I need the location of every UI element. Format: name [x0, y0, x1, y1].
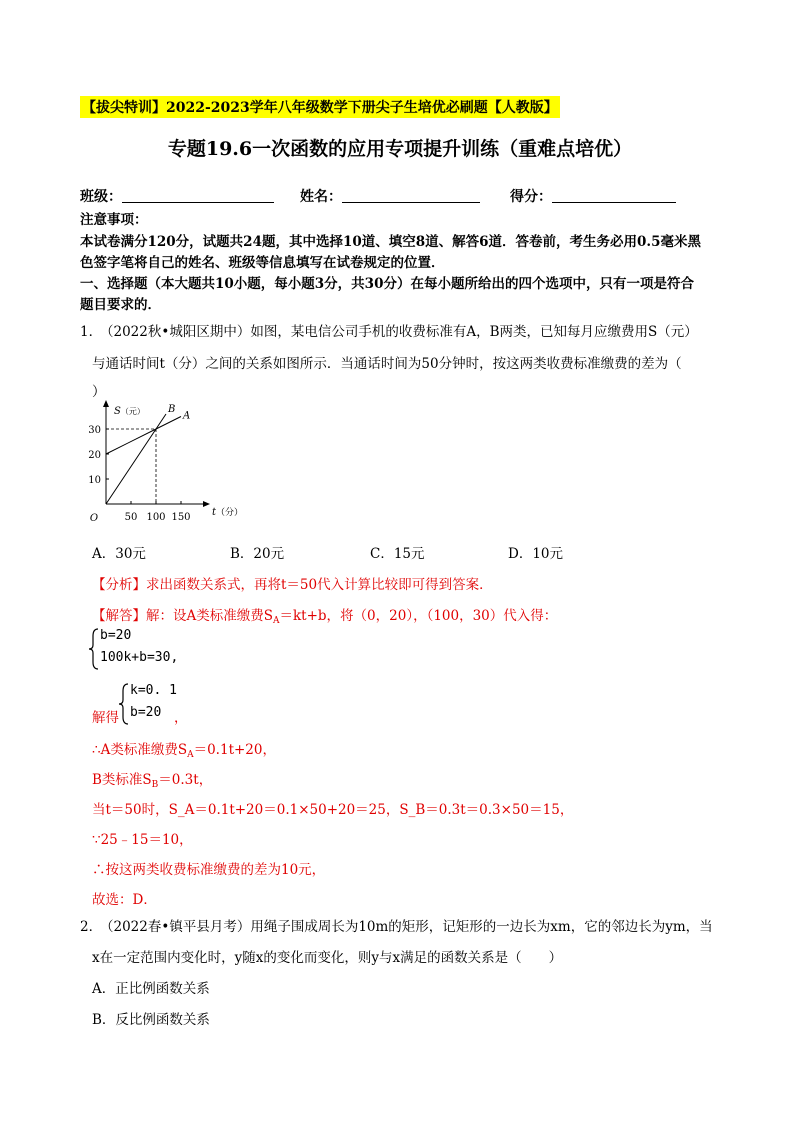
- q1-solve-label: 解得: [92, 710, 119, 726]
- name-label: 姓名：: [300, 189, 342, 205]
- notes-line1: 本试卷满分120分，试题共24题，其中选择10道、填空8道、解答6道．答卷前，考生务必用0.5毫米黑: [80, 234, 702, 250]
- q1-graph: [86, 398, 246, 526]
- x-tick-label: 100: [146, 512, 166, 523]
- q1-option-c[interactable]: C．15元: [370, 546, 425, 562]
- q2-option-a[interactable]: A．正比例函数关系: [92, 981, 210, 997]
- page-title: 专题19.6一次函数的应用专项提升训练（重难点培优）: [167, 138, 633, 160]
- series-label-a: A: [183, 410, 191, 422]
- q1-option-a[interactable]: A．30元: [92, 546, 146, 562]
- q1-analysis: 【分析】求出函数关系式，再将t＝50代入计算比较即可得到答案．: [92, 577, 493, 593]
- class-blank[interactable]: [122, 188, 274, 203]
- q1-line-b: B类标准$S_B=0.3t$，: [92, 772, 213, 790]
- score-field: [510, 186, 676, 206]
- score-blank[interactable]: [552, 188, 676, 203]
- banner: 【拔尖特训】2022-2023学年八年级数学下册尖子生培优必刷题【人教版】: [80, 96, 560, 118]
- class-field: [80, 186, 274, 206]
- q1-answer: 故选：D．: [92, 892, 157, 908]
- system1-eq2: 100k+b=30,: [100, 650, 179, 665]
- series-line-b: [106, 414, 166, 504]
- q1-line1: （2022秋•城阳区期中）如图，某电信公司手机的收费标准有A，B两类，已知每月应缴费用S（元）: [100, 324, 698, 340]
- section1-line1: 一、选择题（本大题共10小题，每小题3分，共30分）在每小题所给出的四个选项中，只有一项是符合: [80, 276, 694, 292]
- class-label: 班级：: [80, 189, 122, 205]
- system2-eq1: k=0. 1: [130, 683, 177, 698]
- system2-brace: [118, 683, 130, 725]
- q1-line-calc: 当t＝50时，S_A＝0.1t+20＝0.1×50+20＝25，S_B＝0.3t＝0.3×50＝15，: [92, 802, 574, 818]
- q1-line-because: ∵25﹣15＝10，: [92, 832, 193, 848]
- q2-line1: （2022春•镇平县月考）用绳子围成周长为10m的矩形，记矩形的一边长为xm，它的邻边长为ym，当: [100, 919, 713, 935]
- x-axis-arrow: [203, 501, 210, 507]
- y-tick-label: 10: [88, 475, 101, 486]
- series-label-b: B: [168, 404, 176, 415]
- notes-heading: 注意事项：: [80, 212, 148, 228]
- q1-option-b[interactable]: B．20元: [230, 546, 285, 562]
- section1-line2: 题目要求的．: [80, 297, 161, 313]
- x-axis-label: t（分）: [212, 507, 244, 518]
- y-tick-label: 20: [88, 450, 101, 461]
- q1-line3: ）: [92, 384, 106, 400]
- system2-eq2: b=20: [130, 705, 162, 720]
- x-tick-label: 50: [124, 512, 138, 523]
- q2-line2: x在一定范围内变化时，y随x的变化而变化，则y与x满足的函数关系是（ ）: [92, 950, 563, 966]
- y-axis-arrow: [103, 400, 109, 407]
- name-blank[interactable]: [342, 188, 480, 203]
- q1-line-therefore: ∴按这两类收费标准缴费的差为10元，: [92, 862, 326, 878]
- x-tick-label: 150: [171, 512, 191, 523]
- y-axis-label: S（元）: [114, 406, 145, 417]
- name-field: [300, 186, 480, 206]
- q1-line2: 与通话时间t（分）之间的关系如图所示．当通话时间为50分钟时，按这两类收费标准缴费的差为（: [92, 356, 682, 372]
- q1-solution-intro: 【解答】解：设A类标准缴费$S_A=kt+b$，将（0，20），（100，30）代入得：: [92, 608, 558, 626]
- origin-label: O: [89, 513, 99, 524]
- system1-brace: [88, 628, 100, 670]
- notes-line2: 色签字笔将自己的姓名、班级等信息填写在试卷规定的位置．: [80, 255, 445, 271]
- score-label: 得分：: [510, 189, 552, 205]
- q1-option-d[interactable]: D．10元: [508, 546, 564, 562]
- system1-eq1: b=20: [100, 628, 132, 643]
- q2-option-b[interactable]: B．反比例函数关系: [92, 1012, 210, 1028]
- q1-number: 1．: [80, 324, 103, 340]
- y-tick-label: 30: [88, 425, 101, 436]
- q2-number: 2．: [80, 919, 103, 935]
- q1-line-a: ∴A类标准缴费$S_A=0.1t+20$，: [92, 742, 276, 760]
- system2-tail: ，: [174, 710, 188, 726]
